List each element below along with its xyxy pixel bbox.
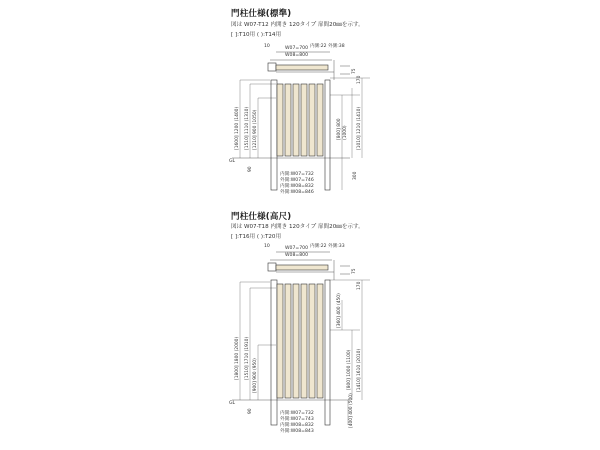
- measure-3: 内開:W08=832: [280, 184, 314, 189]
- right-dim-2: [800] 1000 (1100): [347, 349, 352, 390]
- left-dim-1: [1800] 1800 (2000): [235, 336, 240, 380]
- dim-side: 内側:22 外側:33: [310, 244, 345, 249]
- section-legend: [ ]:T10用 ( ):T14用: [231, 32, 282, 38]
- dim-300: 300: [353, 171, 358, 180]
- left-dim-1: [1600] 1200 (1400): [235, 106, 240, 150]
- dim-10: 10: [264, 244, 270, 249]
- dim-10: 10: [264, 44, 270, 49]
- left-dim-3: [900] 900 (950): [253, 358, 258, 393]
- section-legend: [ ]:T16用 ( ):T20用: [231, 234, 282, 240]
- measure-4: 外開:W08=843: [280, 429, 314, 434]
- measure-1: 内開:W07=732: [280, 411, 314, 416]
- left-dim-3: [1210] 900 (1050): [253, 109, 258, 150]
- right-dim-1: [800] 800: [337, 118, 342, 140]
- measure-2: 外開:W07=743: [280, 417, 314, 422]
- right-dim-1: [360] 400 (450): [337, 293, 342, 328]
- gl-label: GL: [229, 159, 236, 164]
- dim-side: 内側:22 外側:38: [310, 44, 345, 49]
- measure-2: 外開:W07=746: [280, 178, 314, 183]
- dim-170: 170: [357, 75, 362, 84]
- gl-label: GL: [229, 401, 236, 406]
- dim-90: 90: [248, 166, 253, 172]
- dim-300: [400] 400 (500): [349, 393, 354, 428]
- left-dim-2: [1510] 1710 (1910): [245, 336, 250, 380]
- width-w07: W07=700: [285, 46, 309, 51]
- section-title: 門柱仕様(標準): [231, 9, 292, 19]
- section-note: 図は W07-T18 内開き 120タイプ 扉間20㎜を示す。: [231, 224, 364, 230]
- width-w07: W07=700: [285, 246, 309, 251]
- section-title: 門柱仕様(高尺): [231, 212, 292, 222]
- right-dim-3: [1410] 1610 (2010): [357, 348, 362, 392]
- dim-170: 170: [357, 281, 362, 290]
- right-dim-3: [1010] 1210 (1410): [357, 106, 362, 150]
- width-w08: W08=800: [285, 253, 309, 258]
- measure-3: 内開:W08=832: [280, 423, 314, 428]
- plan-view: [268, 252, 350, 280]
- measure-1: 内開:W07=732: [280, 172, 314, 177]
- dim-90: 90: [248, 408, 253, 414]
- right-dim-2: (1000): [343, 125, 348, 140]
- dim-75: 75: [352, 68, 357, 74]
- dim-75: 75: [352, 268, 357, 274]
- width-w08: W08=800: [285, 53, 309, 58]
- section-note: 図は W07-T12 内開き 120タイプ 扉間20㎜を示す。: [231, 22, 364, 28]
- measure-4: 外開:W08=846: [280, 190, 314, 195]
- left-dim-2: [1510] 1110 (1310): [245, 106, 250, 150]
